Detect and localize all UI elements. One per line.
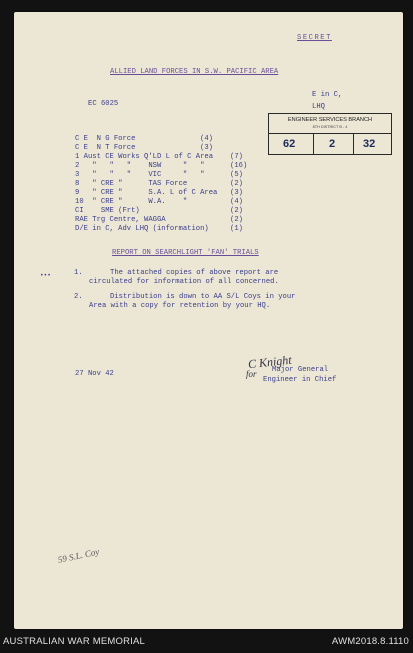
paragraph-number: 1. bbox=[74, 269, 83, 277]
distribution-item: C E N G Force bbox=[75, 135, 136, 143]
distribution-item: RAE Trg Centre, WAGGA bbox=[75, 216, 166, 224]
paragraph-line: The attached copies of above report are bbox=[110, 269, 279, 277]
distribution-count: (7) bbox=[230, 153, 243, 161]
distribution-count: (5) bbox=[230, 171, 243, 179]
stamp-value-2: 2 bbox=[329, 138, 336, 150]
paragraph-number: 2. bbox=[74, 293, 83, 301]
distribution-item: 9 " CRE " S.A. L of C Area bbox=[75, 189, 218, 197]
handwritten-note: 59 S.L. Coy bbox=[56, 546, 101, 565]
signature-for: for bbox=[246, 369, 257, 379]
distribution-item: C E N T Force bbox=[75, 144, 136, 152]
distribution-item: D/E in C, Adv LHQ (information) bbox=[75, 225, 209, 233]
distribution-count: (3) bbox=[200, 144, 213, 152]
margin-mark: ••• bbox=[40, 272, 51, 279]
registry-stamp bbox=[268, 113, 392, 155]
distribution-item: 10 " CRE " W.A. " bbox=[75, 198, 188, 206]
distribution-item: 1 Aust CE Works Q'LD L of C Area bbox=[75, 153, 214, 161]
paragraph-line: Area with a copy for retention by your HQ. bbox=[89, 302, 271, 310]
footer-institution: AUSTRALIAN WAR MEMORIAL bbox=[3, 636, 146, 647]
stamp-subtitle: 8TH DISTRICT B - 4 bbox=[312, 125, 348, 129]
footer-accession-number: AWM2018.8.1110 bbox=[331, 636, 409, 647]
distribution-count: (4) bbox=[200, 135, 213, 143]
signatory-rank: Major General bbox=[272, 366, 329, 374]
distribution-item: 2 " " " NSW " " bbox=[75, 162, 205, 170]
office-label: E in C, bbox=[312, 91, 343, 99]
stamp-value-3: 32 bbox=[363, 138, 376, 150]
document-heading: ALLIED LAND FORCES IN S.W. PACIFIC AREA bbox=[110, 68, 279, 76]
distribution-count: (3) bbox=[230, 189, 243, 197]
distribution-count: (1) bbox=[230, 225, 243, 233]
distribution-count: (16) bbox=[230, 162, 248, 170]
document-date: 27 Nov 42 bbox=[75, 370, 114, 378]
paragraph-line: Distribution is down to AA S/L Coys in your bbox=[110, 293, 296, 301]
distribution-count: (2) bbox=[230, 180, 243, 188]
reference-number: EC 6025 bbox=[88, 100, 119, 108]
distribution-count: (2) bbox=[230, 207, 243, 215]
classification-label: SECRET bbox=[297, 34, 332, 42]
stamp-value-1: 62 bbox=[283, 138, 296, 150]
distribution-item: CI SME (Frt) bbox=[75, 207, 140, 215]
distribution-item: 3 " " " VIC " " bbox=[75, 171, 205, 179]
distribution-item: 8 " CRE " TAS Force bbox=[75, 180, 188, 188]
distribution-count: (2) bbox=[230, 216, 243, 224]
distribution-count: (4) bbox=[230, 198, 243, 206]
document-page bbox=[14, 12, 403, 629]
subject-heading: REPORT ON SEARCHLIGHT 'FAN' TRIALS bbox=[112, 249, 259, 257]
signature: C Knight bbox=[247, 352, 293, 372]
paragraph-line: circulated for information of all concerned. bbox=[89, 278, 279, 286]
signatory-title: Engineer in Chief bbox=[263, 376, 337, 384]
stamp-title: ENGINEER SERVICES BRANCH bbox=[287, 117, 373, 123]
hq-label: LHQ bbox=[312, 103, 325, 111]
